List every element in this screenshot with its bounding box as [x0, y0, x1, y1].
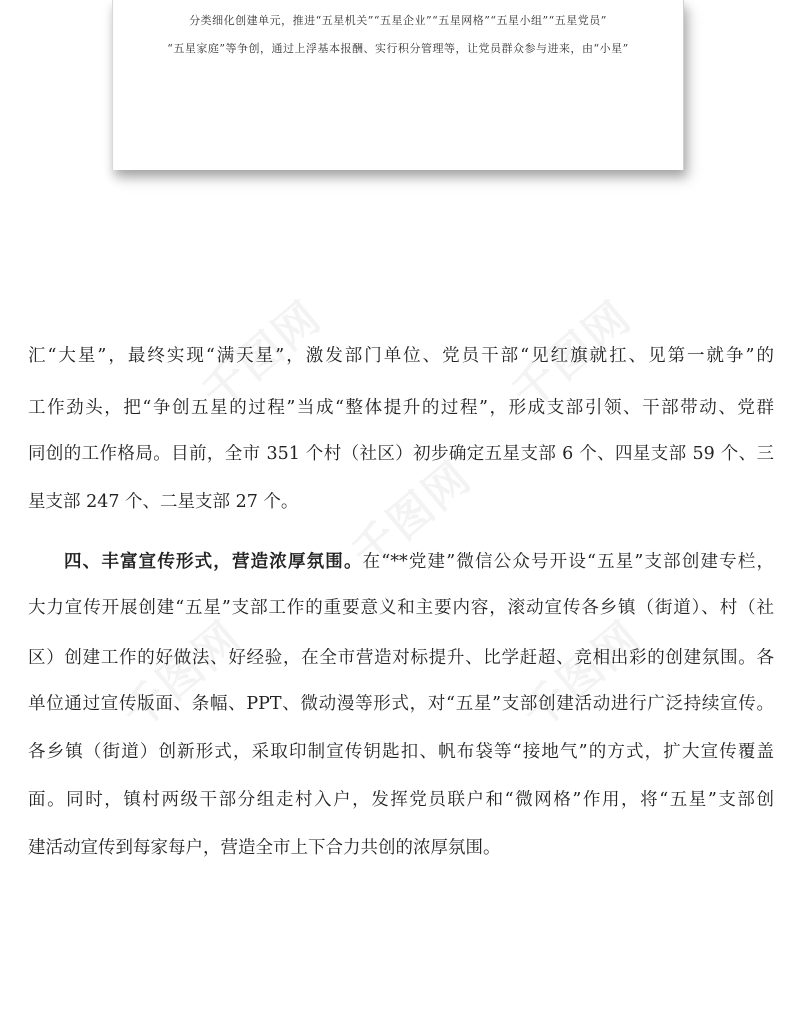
watermark: 千图网: [112, 611, 252, 740]
preview-line-2: “五星家庭”等争创，通过上浮基本报酬、实行积分管理等，让党员群众参与进来，由“小星”: [167, 42, 629, 55]
section-heading-rest: 在“**党建”微信公众号开设“五星”支部创建专栏，: [362, 552, 775, 572]
text-line: 大力宣传开展创建“五星”支部工作的重要意义和主要内容，滚动宣传各乡镇（街道）、村（社: [28, 598, 774, 618]
preview-line-1: 分类细化创建单元，推进“五星机关”“五星企业”“五星网格”“五星小组”“五星党员”: [189, 14, 607, 27]
watermark: 千图网: [342, 451, 482, 580]
watermark: 千图网: [512, 611, 652, 740]
text-line: 面。同时，镇村两级干部分组走村入户，发挥党员联户和“微网格”作用，将“五星”支部创: [28, 790, 774, 810]
text-line: [64, 548, 774, 576]
document-preview-card: [112, 0, 684, 170]
text-line: 汇“大星”，最终实现“满天星”，激发部门单位、党员干部“见红旗就扛、见第一就争”的: [28, 346, 774, 366]
text-line: 各乡镇（街道）创新形式，采取印制宣传钥匙扣、帆布袋等“接地气”的方式，扩大宣传覆盖: [28, 742, 774, 762]
text-line: 区）创建工作的好做法、好经验，在全市营造对标提升、比学赶超、竞相出彩的创建氛围。各: [28, 648, 774, 668]
text-line: 建活动宣传到每家每户，营造全市上下合力共创的浓厚氛围。: [28, 838, 501, 858]
text-line: 单位通过宣传版面、条幅、PPT、微动漫等形式，对“五星”支部创建活动进行广泛持续宣传。: [28, 694, 774, 714]
section-heading: 四、丰富宣传形式，营造浓厚氛围。: [64, 552, 363, 572]
text-line: 工作劲头，把“争创五星的过程”当成“整体提升的过程”，形成支部引领、干部带动、党群: [28, 398, 774, 418]
watermark: 千图网: [192, 291, 332, 420]
text-line: 同创的工作格局。目前，全市 351 个村（社区）初步确定五星支部 6 个、四星支部 59 个、三: [28, 444, 774, 464]
watermark: 千图网: [502, 291, 642, 420]
text-line: 星支部 247 个、二星支部 27 个。: [28, 492, 299, 512]
